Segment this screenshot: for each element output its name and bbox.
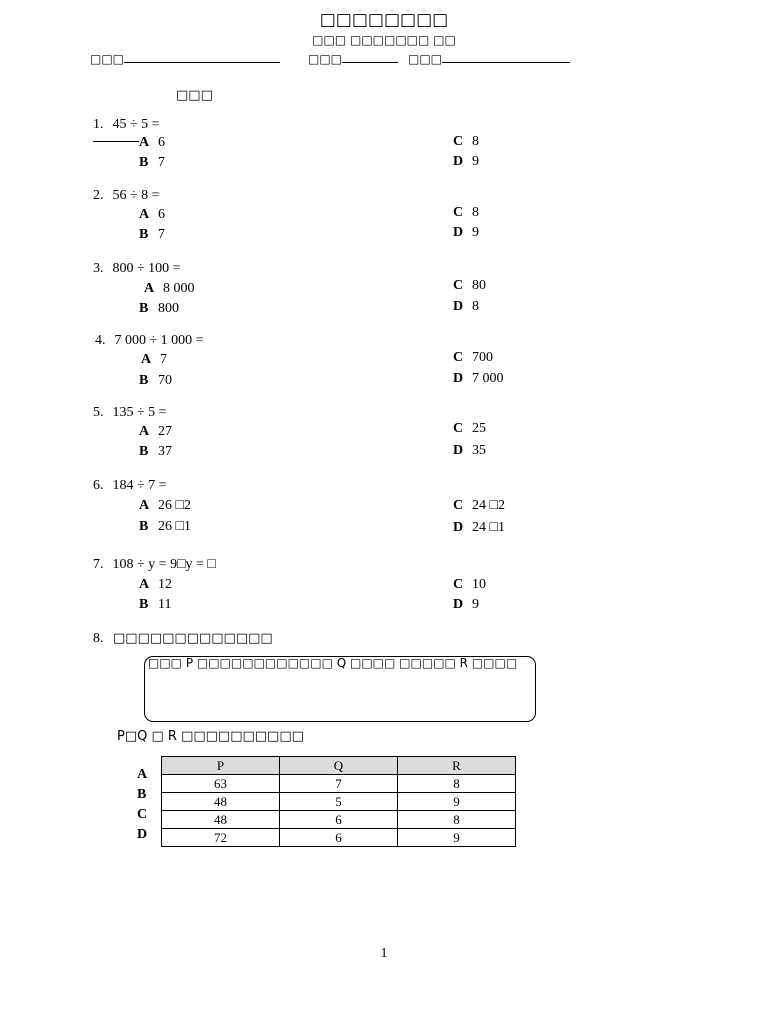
option-value: 9 <box>472 225 479 240</box>
option-a[interactable] <box>144 281 195 297</box>
option-letter: C <box>453 278 464 293</box>
table-cell: 9 <box>398 829 516 847</box>
option-letter: C <box>453 134 464 149</box>
option-letter: B <box>139 155 149 170</box>
question-text: 108 ÷ y = 9□y = □ <box>112 557 216 572</box>
option-letter: B <box>139 227 149 242</box>
option-letter: B <box>139 301 149 316</box>
option-letter: A <box>139 135 150 150</box>
table-cell: 5 <box>280 793 398 811</box>
option-c[interactable] <box>453 205 479 221</box>
option-letter: B <box>139 373 149 388</box>
option-letter: D <box>453 520 464 535</box>
option-a[interactable] <box>139 207 165 223</box>
table-row <box>162 793 516 811</box>
option-b[interactable] <box>139 155 165 171</box>
option-letter: A <box>139 498 150 513</box>
option-value: 7 <box>158 227 165 242</box>
table-cell: 48 <box>162 793 280 811</box>
question-2 <box>93 188 160 204</box>
table-row <box>162 829 516 847</box>
question-text: 184 ÷ 7 = <box>112 478 167 493</box>
option-value: 70 <box>158 373 172 388</box>
question-text: □□□□□□□□□□□□□ <box>113 631 273 646</box>
row-label-c[interactable]: C <box>137 807 148 822</box>
option-letter: C <box>453 498 464 513</box>
option-c[interactable] <box>453 577 486 593</box>
option-letter: C <box>453 577 464 592</box>
option-value: 10 <box>472 577 486 592</box>
option-value: 6 <box>158 135 165 150</box>
name-field <box>90 51 280 66</box>
option-b[interactable] <box>139 444 172 460</box>
page-number: 1 <box>380 946 388 961</box>
option-letter: A <box>139 577 150 592</box>
option-d[interactable] <box>453 597 479 613</box>
class-label: □□□ <box>308 52 343 66</box>
row-label-d[interactable]: D <box>137 827 148 842</box>
name-blank[interactable] <box>124 51 280 63</box>
option-value: 11 <box>158 597 172 612</box>
worksheet-title: □□□□□□□□ <box>319 10 449 30</box>
row-label-a[interactable]: A <box>137 767 148 782</box>
table-cell: 8 <box>398 811 516 829</box>
option-value: 24 □2 <box>472 498 505 513</box>
question-4 <box>95 333 204 349</box>
question-number: 8. <box>93 631 104 646</box>
option-letter: D <box>453 443 464 458</box>
table-row <box>162 811 516 829</box>
option-letter: D <box>453 225 464 240</box>
option-value: 7 000 <box>472 371 504 386</box>
option-letter: C <box>453 205 464 220</box>
option-value: 26 □2 <box>158 498 191 513</box>
option-d[interactable] <box>453 371 504 387</box>
option-value: 26 □1 <box>158 519 191 534</box>
option-letter: B <box>139 519 149 534</box>
question-number: 2. <box>93 188 104 203</box>
option-value: 37 <box>158 444 172 459</box>
name-label: □□□ <box>90 52 125 66</box>
table-row <box>162 775 516 793</box>
option-b[interactable] <box>139 597 171 613</box>
option-letter: A <box>141 352 152 367</box>
question-number: 1. <box>93 117 104 132</box>
option-letter: D <box>453 597 464 612</box>
question-number: 3. <box>93 261 104 276</box>
option-value: 80 <box>472 278 486 293</box>
answer-table <box>161 756 516 847</box>
option-letter: B <box>139 597 149 612</box>
option-letter: D <box>453 154 464 169</box>
question-3 <box>93 261 181 277</box>
option-value: 12 <box>158 577 172 592</box>
option-b[interactable] <box>139 301 179 317</box>
option-value: 8 <box>472 205 479 220</box>
option-value: 700 <box>472 350 493 365</box>
answer-line <box>93 141 139 142</box>
table-prompt: P□Q □ R □□□□□□□□□□ <box>117 729 304 744</box>
question-8 <box>93 631 273 647</box>
option-letter: A <box>139 207 150 222</box>
option-a[interactable] <box>139 424 172 440</box>
option-letter: D <box>453 371 464 386</box>
table-cell: 63 <box>162 775 280 793</box>
option-value: 800 <box>158 301 179 316</box>
option-value: 8 000 <box>163 281 195 296</box>
option-value: 24 □1 <box>472 520 505 535</box>
option-a[interactable] <box>141 352 167 368</box>
row-label-b[interactable]: B <box>137 787 147 802</box>
option-b[interactable] <box>139 227 165 243</box>
option-value: 7 <box>158 155 165 170</box>
date-label: □□□ <box>408 52 443 66</box>
option-d[interactable] <box>453 443 486 459</box>
option-value: 27 <box>158 424 172 439</box>
table-cell: 6 <box>280 829 398 847</box>
option-a[interactable] <box>139 135 165 151</box>
option-c[interactable] <box>453 498 505 514</box>
option-b[interactable] <box>139 373 172 389</box>
table-cell: 6 <box>280 811 398 829</box>
option-c[interactable] <box>453 421 486 437</box>
question-text: 7 000 ÷ 1 000 = <box>114 333 204 348</box>
option-d[interactable] <box>453 154 479 170</box>
worksheet-subtitle: □□□ □□□□□□□ □□ <box>312 33 456 47</box>
header-r: R <box>398 757 516 775</box>
option-a[interactable] <box>139 577 172 593</box>
question-text: 800 ÷ 100 = <box>112 261 181 276</box>
option-value: 6 <box>158 207 165 222</box>
option-d[interactable] <box>453 299 479 315</box>
option-letter: C <box>453 350 464 365</box>
option-letter: B <box>139 444 149 459</box>
question-6 <box>93 478 167 494</box>
option-value: 7 <box>160 352 167 367</box>
section-heading: □□□ <box>176 88 213 103</box>
table-cell: 7 <box>280 775 398 793</box>
question-number: 7. <box>93 557 104 572</box>
class-blank[interactable] <box>342 51 398 63</box>
question-text: 45 ÷ 5 = <box>112 117 160 132</box>
option-c[interactable] <box>453 134 479 150</box>
table-header-row <box>162 757 516 775</box>
question-text: 135 ÷ 5 = <box>112 405 167 420</box>
class-field <box>308 51 398 66</box>
header-q: Q <box>280 757 398 775</box>
table-cell: 72 <box>162 829 280 847</box>
question-7 <box>93 557 216 573</box>
statement-text: □□□ P □□□□□□□□□□□□ Q □□□□ □□□□□ R □□□□ <box>148 656 518 670</box>
question-text: 56 ÷ 8 = <box>112 188 160 203</box>
option-letter: D <box>453 299 464 314</box>
option-d[interactable] <box>453 520 505 536</box>
date-blank[interactable] <box>442 51 570 63</box>
table-cell: 8 <box>398 775 516 793</box>
question-number: 5. <box>93 405 104 420</box>
question-5 <box>93 405 167 421</box>
table-cell: 9 <box>398 793 516 811</box>
question-number: 6. <box>93 478 104 493</box>
date-field <box>408 51 570 66</box>
question-1 <box>93 117 160 133</box>
option-value: 9 <box>472 154 479 169</box>
option-d[interactable] <box>453 225 479 241</box>
header-p: P <box>162 757 280 775</box>
option-letter: C <box>453 421 464 436</box>
option-value: 35 <box>472 443 486 458</box>
question-number: 4. <box>95 333 106 348</box>
option-value: 8 <box>472 299 479 314</box>
option-value: 8 <box>472 134 479 149</box>
option-letter: A <box>139 424 150 439</box>
option-value: 25 <box>472 421 486 436</box>
option-c[interactable] <box>453 278 486 294</box>
option-a[interactable] <box>139 498 191 514</box>
table-cell: 48 <box>162 811 280 829</box>
option-letter: A <box>144 281 155 296</box>
option-c[interactable] <box>453 350 493 366</box>
option-b[interactable] <box>139 519 191 535</box>
option-value: 9 <box>472 597 479 612</box>
